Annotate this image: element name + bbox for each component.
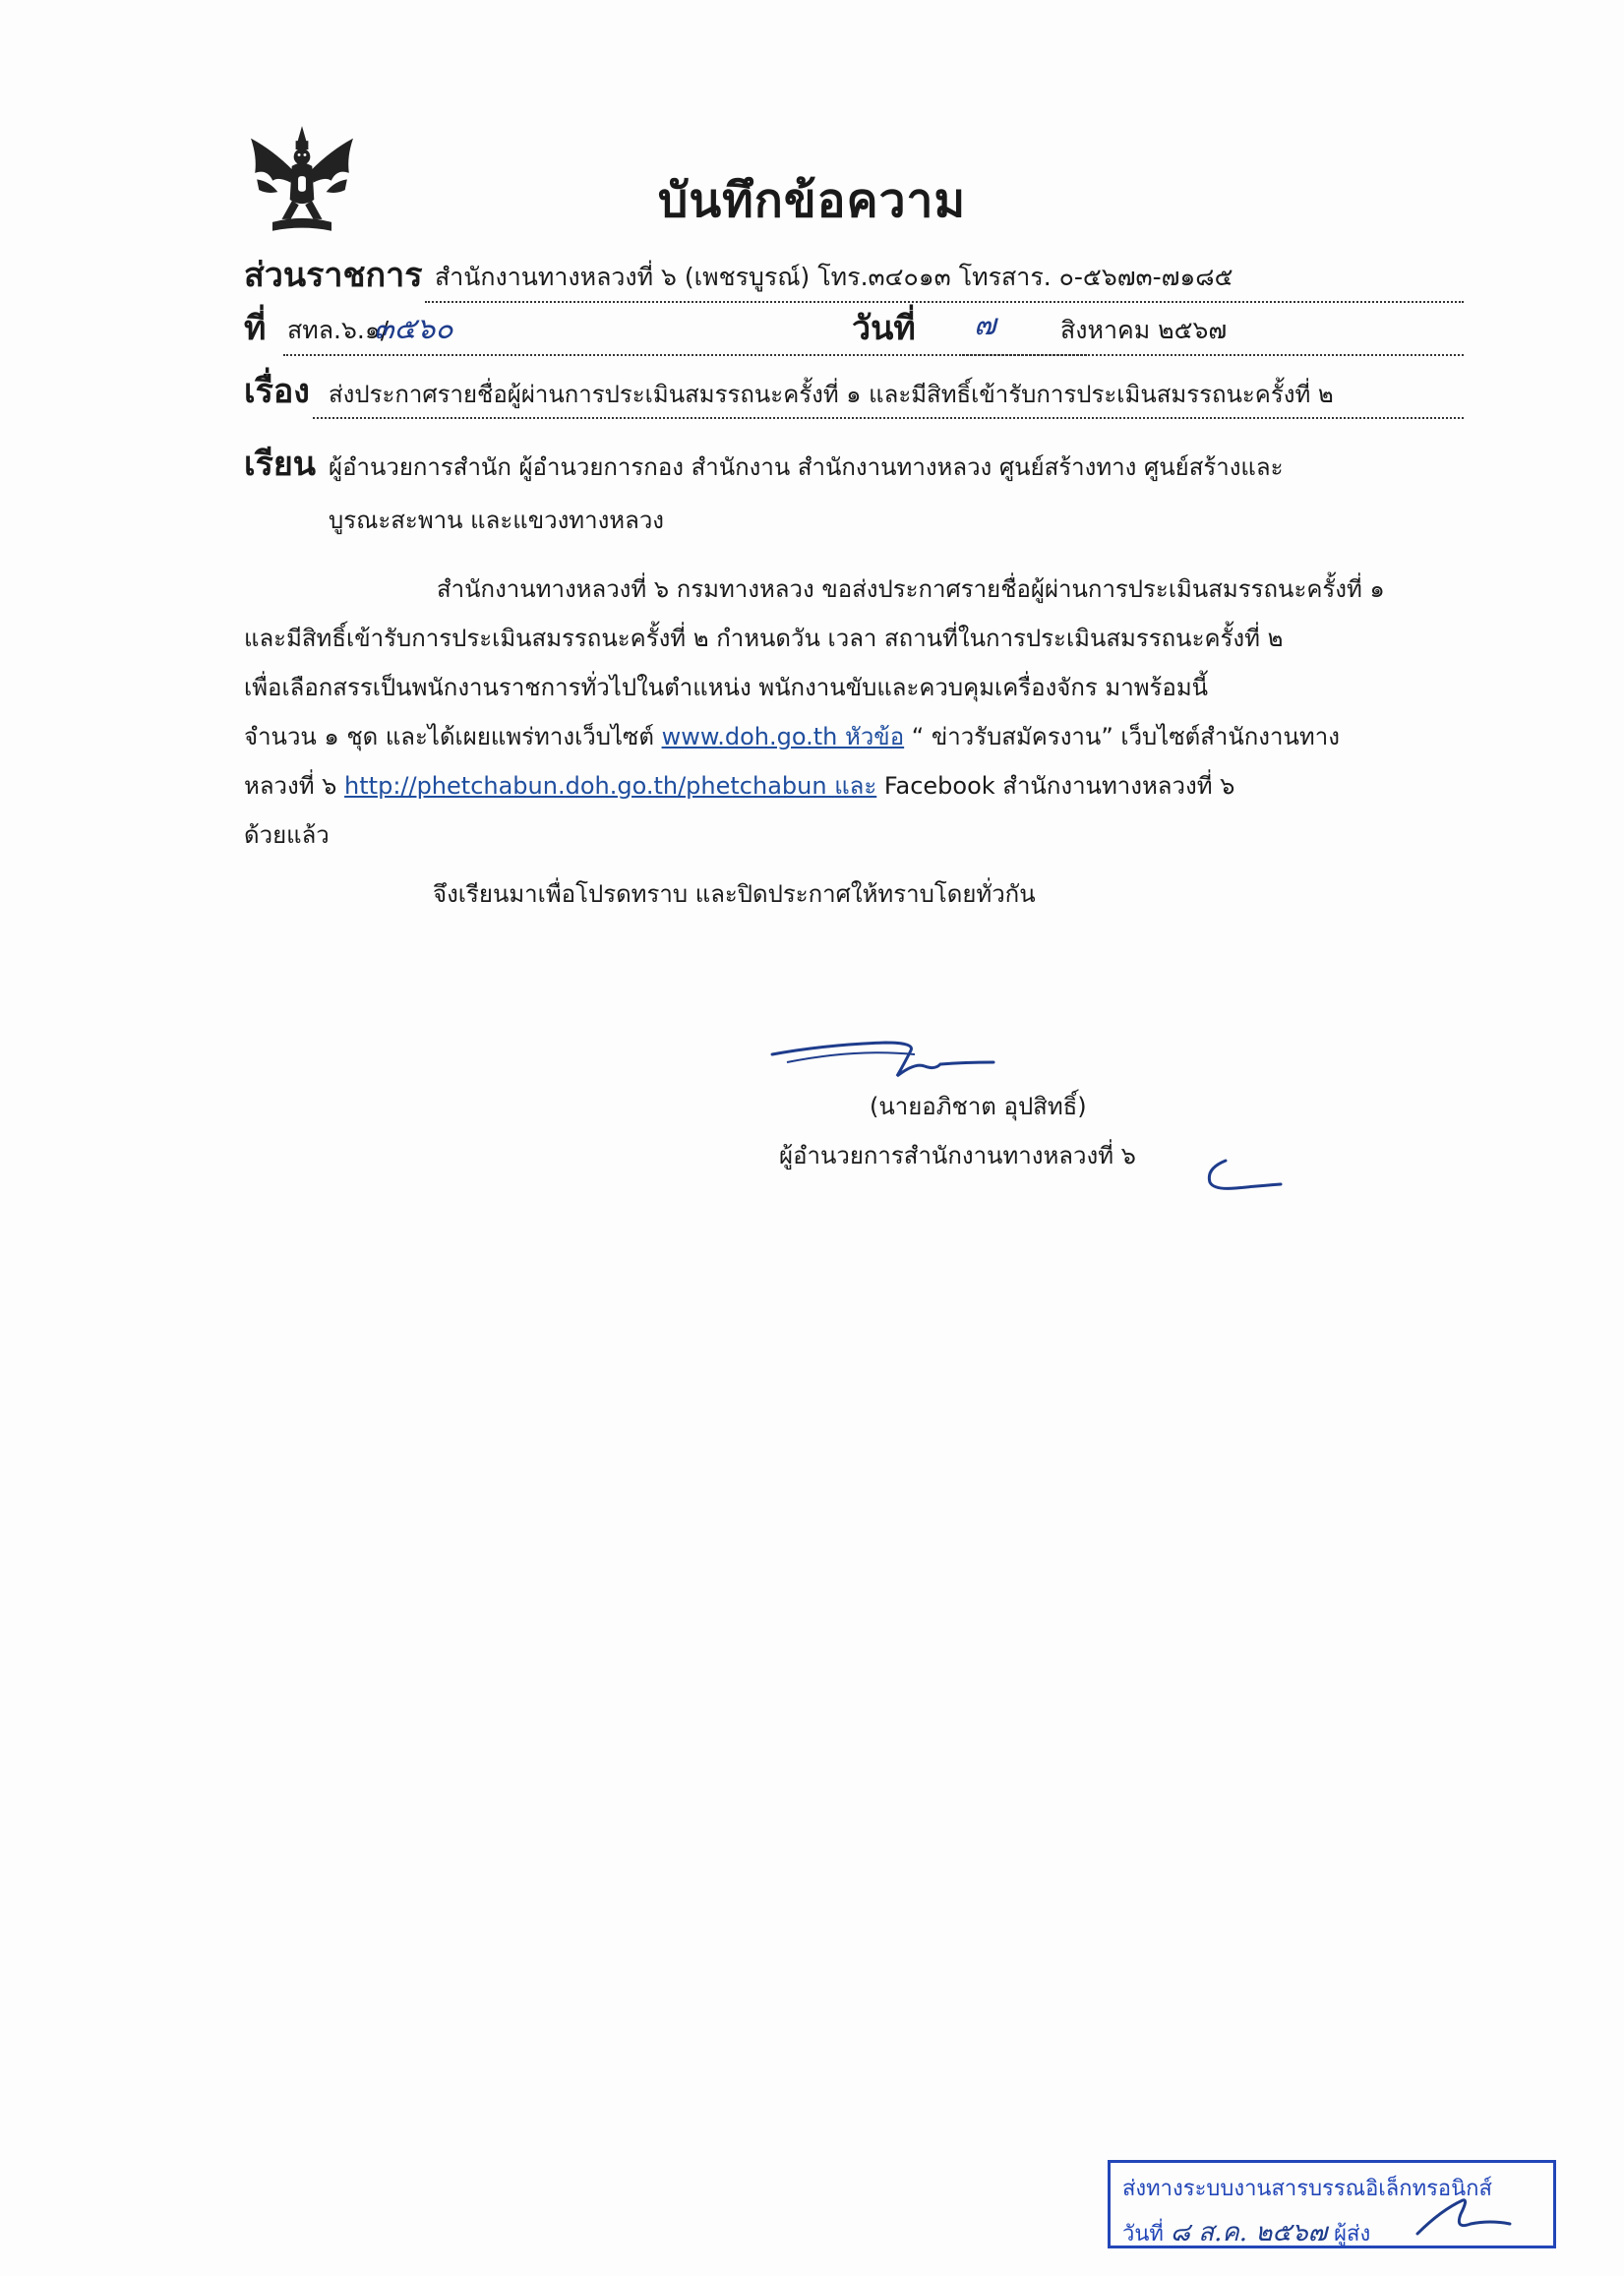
stamp-sender-label: ผู้ส่ง: [1334, 2222, 1371, 2246]
addressee-line-1: ผู้อำนวยการสำนัก ผู้อำนวยการกอง สำนักงาน สำนักงานทางหลวง ศูนย์สร้างทาง ศูนย์สร้างและ: [329, 453, 1284, 481]
signatory-position: ผู้อำนวยการสำนักงานทางหลวงที่ ๖: [779, 1142, 1136, 1169]
stamp-line-2: [1122, 2212, 1370, 2252]
body-line-6: ด้วยแล้ว: [244, 821, 330, 849]
agency-value: สำนักงานทางหลวงที่ ๖ (เพชรบูรณ์) โทร.๓๔๐๑๓ โทรสาร. ๐-๕๖๗๓-๗๑๘๕: [435, 263, 1233, 291]
agency-row: [244, 250, 1464, 305]
subject-dotline: [313, 417, 1464, 419]
stamp-date-value: ๘ ส.ค. ๒๕๖๗: [1170, 2218, 1328, 2247]
initial-mark-icon: [1196, 1153, 1285, 1198]
ref-date-row: [244, 303, 1464, 358]
agency-label: ส่วนราชการ: [244, 256, 423, 295]
closing-line: จึงเรียนมาเพื่อโปรดทราบ และปิดประกาศให้ทราบโดยทั่วกัน: [433, 880, 1036, 908]
stamp-date-label: วันที่: [1122, 2222, 1164, 2246]
body-line-5-end: Facebook สำนักงานทางหลวงที่ ๖: [876, 772, 1235, 800]
signatory-name: (นายอภิชาต อุปสิทธิ์): [870, 1093, 1087, 1120]
date-day-handwritten: ๗: [974, 308, 996, 342]
phetchabun-website-link[interactable]: http://phetchabun.doh.go.th/phetchabun และ: [344, 772, 877, 800]
body-line-2: และมีสิทธิ์เข้ารับการประเมินสมรรถนะครั้งที่ ๒ กำหนดวัน เวลา สถานที่ในการประเมินสมรรถนะครั้งที่ ๒: [244, 625, 1284, 652]
addressee-row: [244, 445, 1464, 494]
stamp-line-1: ส่งทางระบบงานสารบรรณอิเล็กทรอนิกส์: [1122, 2177, 1492, 2201]
subject-row: [244, 366, 1464, 421]
body-line-3: เพื่อเลือกสรรเป็นพนักงานราชการทั่วไปในตำแหน่ง พนักงานขับและควบคุมเครื่องจักร มาพร้อมนี้: [244, 674, 1209, 701]
date-value: สิงหาคม ๒๕๖๗: [1060, 316, 1228, 344]
ref-value: สทล.๖.๑/: [287, 316, 390, 344]
subject-value: ส่งประกาศรายชื่อผู้ผ่านการประเมินสมรรถนะครั้งที่ ๑ และมีสิทธิ์เข้ารับการประเมินสมรรถนะครั้งที่ ๒: [329, 381, 1334, 408]
dispatch-stamp: [1108, 2160, 1556, 2248]
stamp-sender-signature-icon: [1412, 2190, 1520, 2246]
body-line-5: [244, 761, 1234, 810]
body-line-4-end: “ ข่าวรับสมัครงาน” เว็บไซต์สำนักงานทาง: [904, 723, 1340, 750]
addressee-label: เรียน: [244, 445, 317, 484]
body-line-4: [244, 712, 1340, 761]
memo-title: บันทึกข้อความ: [657, 173, 967, 228]
ref-label: ที่: [244, 309, 267, 348]
body-line-1: สำนักงานทางหลวงที่ ๖ กรมทางหลวง ขอส่งประกาศรายชื่อผู้ผ่านการประเมินสมรรถนะครั้งที่ ๑: [437, 575, 1385, 603]
doh-website-link[interactable]: www.doh.go.th หัวข้อ: [661, 723, 905, 750]
ref-handwritten-number: ๓๕๖๐: [374, 312, 453, 346]
subject-label: เรื่อง: [244, 372, 310, 411]
date-label: วันที่: [852, 309, 916, 348]
body-line-5-start: หลวงที่ ๖: [244, 772, 345, 800]
body-line-4-start: จำนวน ๑ ชุด และได้เผยแพร่ทางเว็บไซต์: [244, 723, 662, 750]
addressee-line-2: บูรณะสะพาน และแขวงทางหลวง: [329, 507, 665, 534]
date-dotline: [962, 354, 1464, 356]
